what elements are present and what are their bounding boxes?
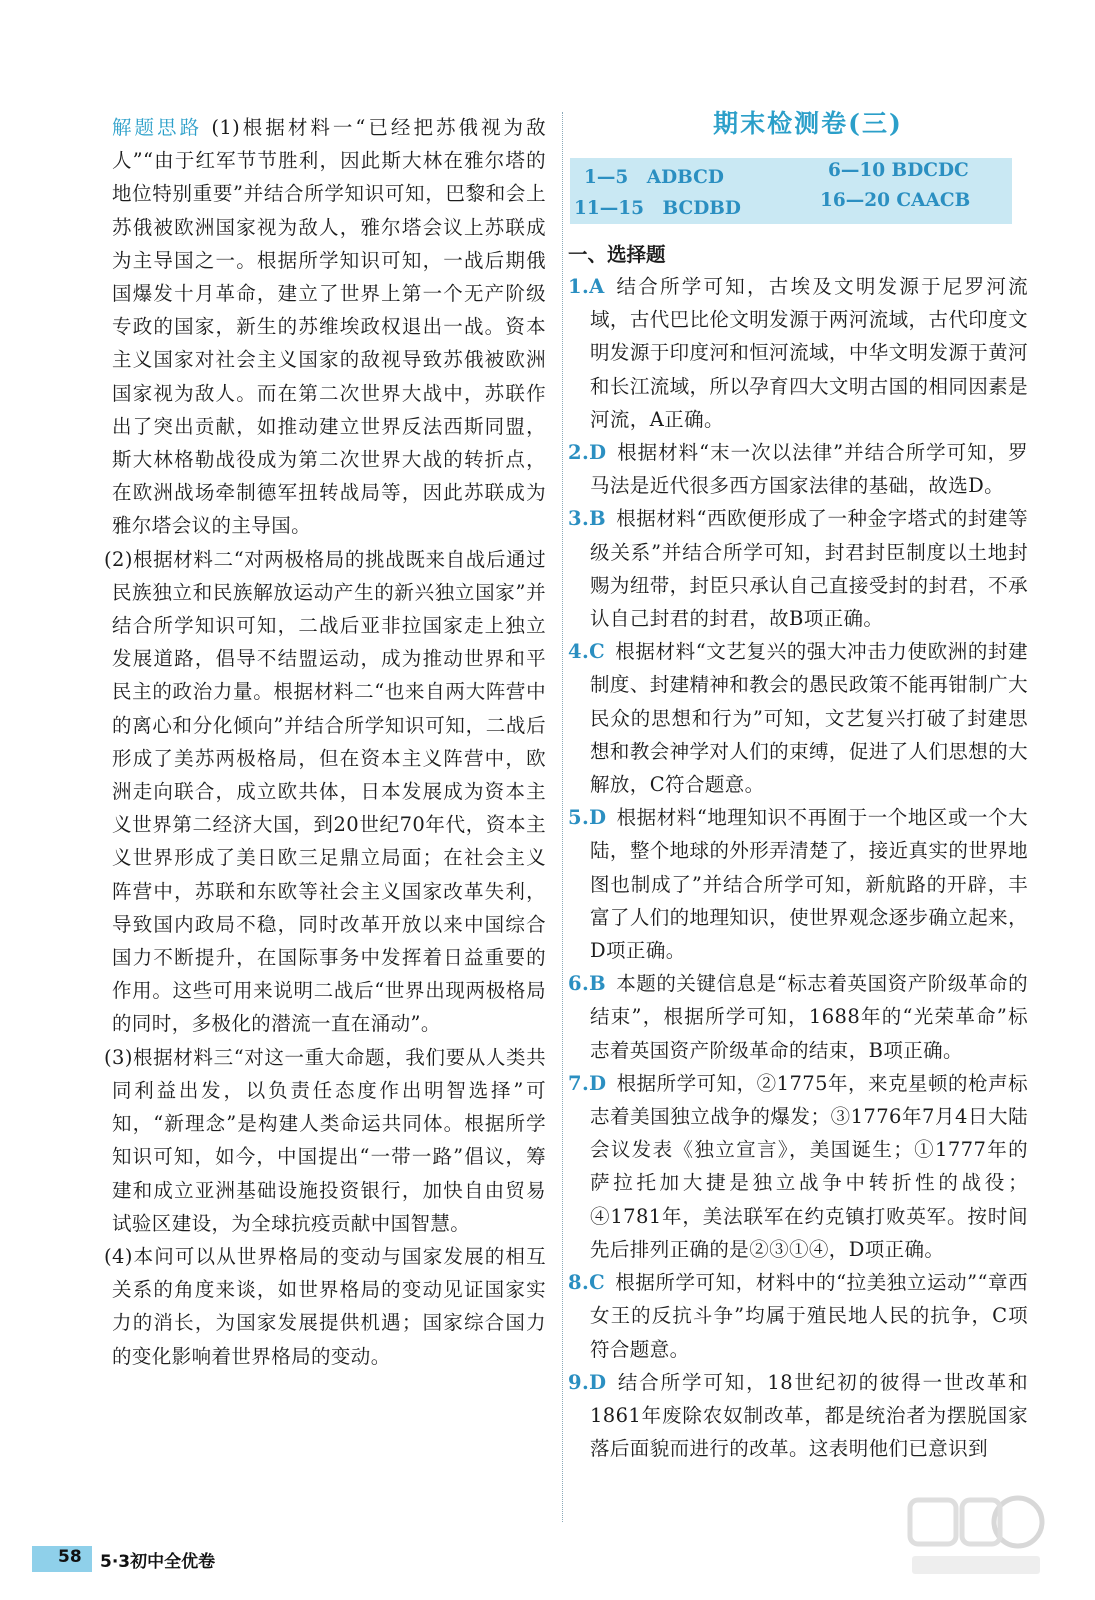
answer-key-box (570, 158, 1012, 224)
question-explanation (568, 270, 1028, 436)
answer-key-1-5: 1—5 ADBCD (584, 167, 724, 188)
question-explanation (568, 502, 1028, 635)
question-number: 5.D (568, 806, 607, 830)
question-number: 8.C (568, 1271, 606, 1295)
analysis-label: 解题思路 (112, 116, 203, 139)
question-number: 3.B (568, 507, 607, 531)
analysis-paragraph-4: (4)本问可以从世界格局的变动与国家发展的相互关系的角度来谈，如世界格局的变动见证国家实力的消长，为国家发展提供机遇；国家综合国力的变化影响着世界格局的变动。 (104, 1244, 546, 1368)
answer-key-6-10: 6—10 BDCDC (828, 160, 969, 181)
question-text: 根据材料“文艺复兴的强大冲击力使欧洲的封建制度、封建精神和教会的愚民政策不能再钳制广大民众的思想和行为”可知，文艺复兴打破了封建思想和教会神学对人们的束缚，促进了人们思想的大解放，C符合题意。 (590, 640, 1028, 797)
question-explanation (568, 1366, 1028, 1466)
question-text: 根据材料“西欧便形成了一种金字塔式的封建等级关系”并结合所学可知，封君封臣制度以土地封赐为纽带，封臣只承认自己直接受封的封君，不承认自己封君的封君，故B项正确。 (590, 507, 1028, 631)
question-text: 根据材料“末一次以法律”并结合所学可知，罗马法是近代很多西方国家法律的基础，故选D。 (590, 441, 1028, 498)
question-explanation (568, 967, 1028, 1067)
question-explanation (568, 436, 1028, 502)
question-text: 结合所学可知，18世纪初的彼得一世改革和1861年废除农奴制改革，都是统治者为摆脱国家落后面貌而进行的改革。这表明他们已意识到 (590, 1370, 1028, 1461)
question-number: 7.D (568, 1071, 607, 1095)
question-number: 4.C (568, 640, 606, 664)
question-text: 结合所学可知，古埃及文明发源于尼罗河流域，古代巴比伦文明发源于两河流域，古代印度文明发源于印度河和恒河流域，中华文明发源于黄河和长江流域，所以孕育四大文明古国的相同因素是河流，A正确。 (590, 275, 1028, 431)
analysis-text-1: (1)根据材料一“已经把苏俄视为敌人”“由于红军节节胜利，因此斯大林在雅尔塔的地位特别重要”并结合所学知识可知，巴黎和会上苏俄被欧洲国家视为敌人，雅尔塔会议上苏联成为主导国之一。根据所学知识可知，一战后期俄国爆发十月革命，建立了世界上第一个无产阶级专政的国家，新生的苏维埃政权退出一战。资本主义国家对社会主义国家的敌视导致苏俄被欧洲国家视为敌人。而在第二次世界大战中，苏联作出了突出贡献，如推动建立世界反法西斯同盟，斯大林格勒战役成为第二次世界大战的转折点，在欧洲战场牵制德军扭转战局等，因此苏联成为雅尔塔会议的主导国。 (112, 116, 546, 538)
question-number: 2.D (568, 441, 607, 465)
question-explanation (568, 1266, 1028, 1366)
question-explanation (568, 801, 1028, 967)
question-number: 9.D (568, 1370, 607, 1394)
answer-key-11-15: 11—15 BCDBD (574, 198, 741, 219)
answer-column (568, 104, 1028, 1465)
book-brand: 5·3初中全优卷 (100, 1552, 216, 1572)
section-heading: 一、选择题 (568, 243, 666, 266)
analysis-column (104, 111, 546, 1373)
analysis-paragraph-3: (3)根据材料三“对这一重大命题，我们要从人类共同利益出发，以负责任态度作出明智选择”可知，“新理念”是构建人类命运共同体。根据所学知识可知，如今，中国提出“一带一路”倡议，筹建和成立亚洲基础设施投资银行，加快自由贸易试验区建设，为全球抗疫贡献中国智慧。 (104, 1045, 546, 1235)
question-number: 6.B (568, 972, 607, 996)
analysis-paragraph-2: (2)根据材料二“对两极格局的挑战既来自战后通过民族独立和民族解放运动产生的新兴独立国家”并结合所学知识可知，二战后亚非拉国家走上独立发展道路，倡导不结盟运动，成为推动世界和平民主的政治力量。根据材料二“也来自两大阵营中的离心和分化倾向”并结合所学知识可知，二战后形成了美苏两极格局，但在资本主义阵营中，欧洲走向联合，成立欧共体，日本发展成为资本主义世界第二经济大国，到20世纪70年代，资本主义世界形成了美日欧三足鼎立局面；在社会主义阵营中，苏联和东欧等社会主义国家改革失利，导致国内政局不稳，同时改革开放以来中国综合国力不断提升，在国际事务中发挥着日益重要的作用。这些可用来说明二战后“世界出现两极格局的同时，多极化的潜流一直在涌动”。 (104, 547, 546, 1036)
page-number: 58 (58, 1547, 82, 1567)
answer-key-16-20: 16—20 CAACB (820, 190, 971, 211)
exam-title: 期末检测卷(三) (713, 109, 903, 138)
question-text: 根据材料“地理知识不再囿于一个地区或一个大陆，整个地球的外形弄清楚了，接近真实的世界地图也制成了”并结合所学可知，新航路的开辟，丰富了人们的地理知识，使世界观念逐步确立起来，D项正确。 (590, 806, 1028, 963)
question-explanation (568, 635, 1028, 801)
question-explanation (568, 1067, 1028, 1266)
question-text: 本题的关键信息是“标志着英国资产阶级革命的结束”，根据所学可知，1688年的“光荣革命”标志着英国资产阶级革命的结束，B项正确。 (590, 972, 1028, 1062)
question-text: 根据所学可知，②1775年，来克星顿的枪声标志着美国独立战争的爆发；③1776年7月4日大陆会议发表《独立宣言》，美国诞生；①1777年的萨拉托加大捷是独立战争中转折性的战役；④1781年，美法联军在约克镇打败英军。按时间先后排列正确的是②③①④，D项正确。 (590, 1071, 1028, 1261)
analysis-paragraph-1 (112, 111, 546, 543)
watermark-logo-icon (900, 1470, 1050, 1580)
column-divider (562, 112, 563, 1522)
question-text: 根据所学可知，材料中的“拉美独立运动”“章西女王的反抗斗争”均属于殖民地人民的抗争，C项符合题意。 (590, 1271, 1028, 1361)
question-number: 1.A (568, 275, 605, 298)
